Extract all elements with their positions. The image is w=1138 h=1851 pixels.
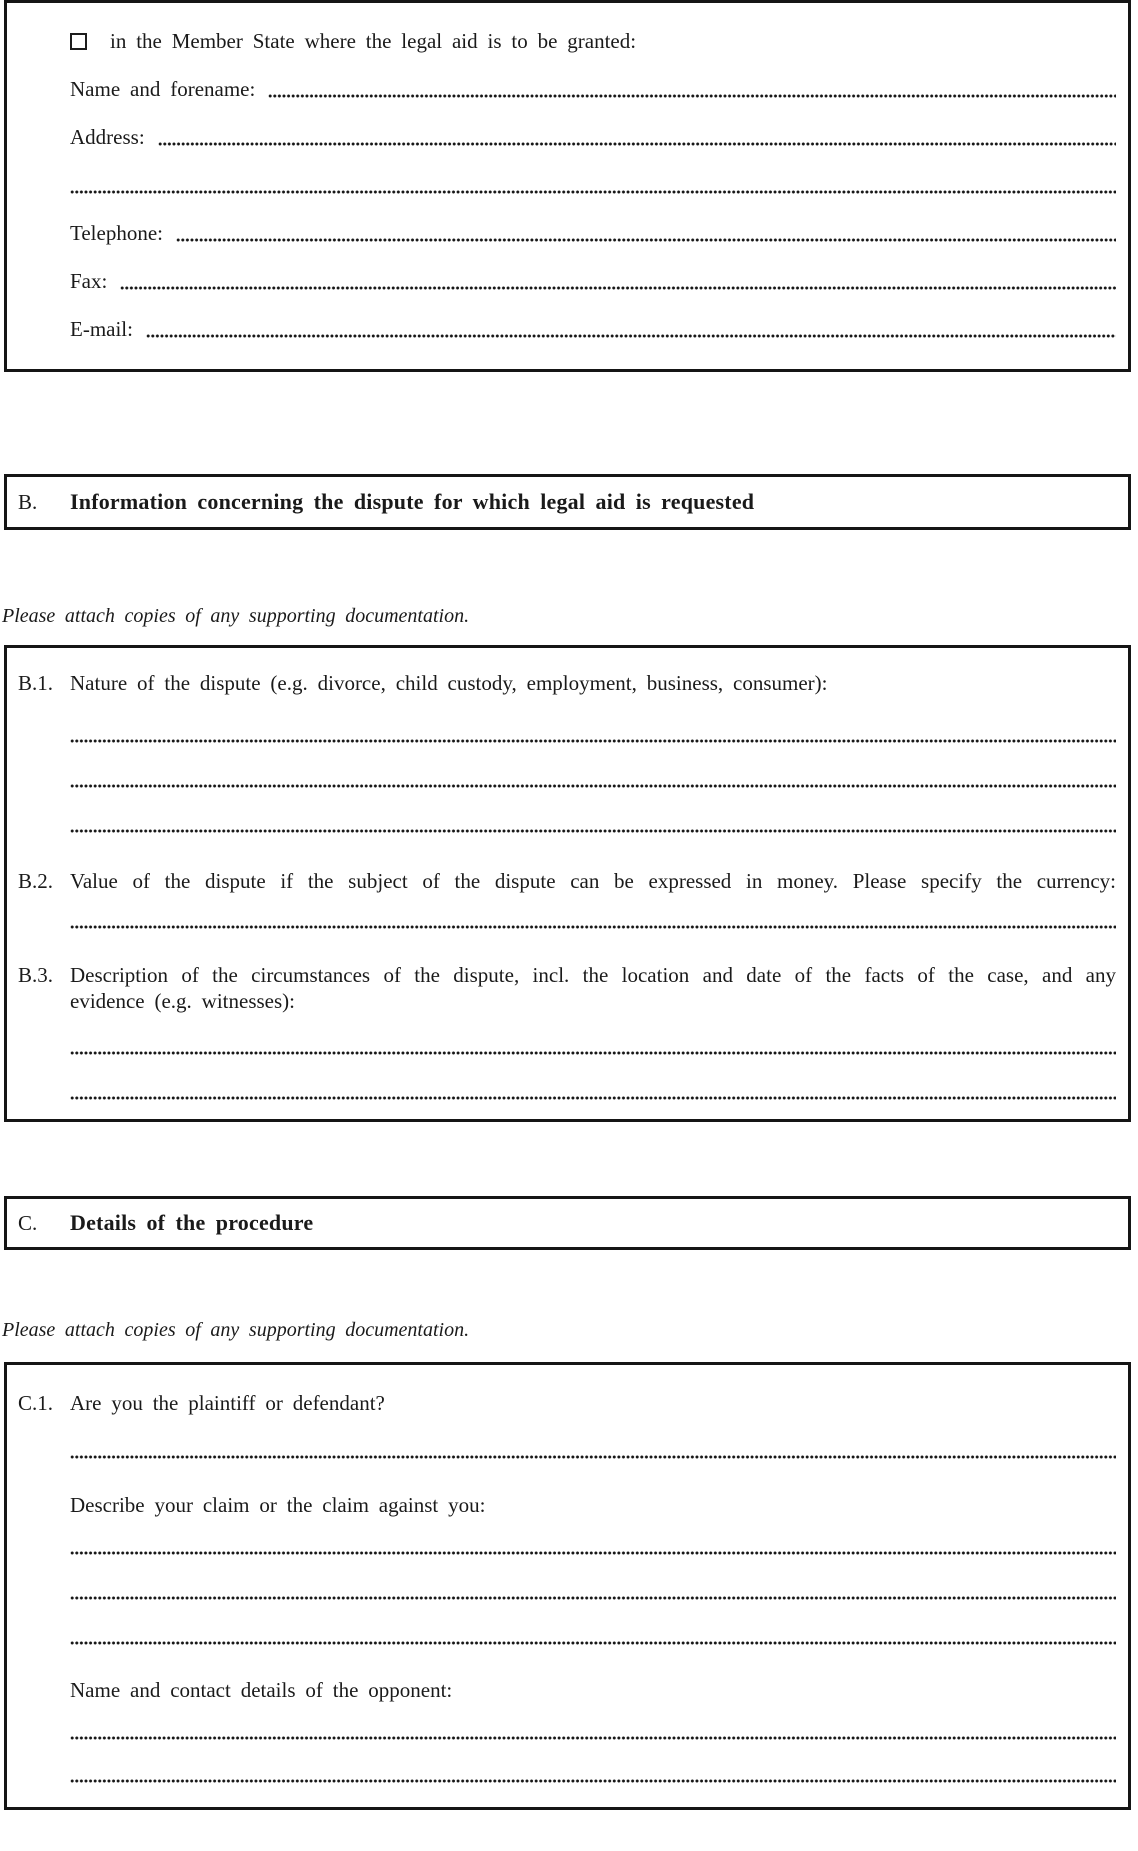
email-field-row [70, 316, 1116, 342]
b3-dotted-line-1 [70, 1050, 1116, 1056]
item-b3 [18, 962, 1116, 1014]
section-c-content-box [4, 1362, 1131, 1810]
member-state-option-label: in the Member State where the legal aid is to be granted: [110, 29, 637, 53]
describe-claim-dotted-line-2 [70, 1595, 1116, 1601]
b3-dotted-line-2 [70, 1095, 1116, 1101]
item-b3-text: Description of the circumstances of the dispute, incl. the location and date of the facts of the case, and any evidence (e.g. witnesses): [70, 963, 1116, 1013]
item-b2-number: B.2. [18, 869, 54, 893]
item-c1 [18, 1390, 1116, 1416]
name-field-label: Name and forename: [70, 77, 256, 101]
address-continuation-row [70, 172, 1116, 198]
section-c-letter: C. [18, 1210, 38, 1235]
describe-claim-label: Describe your claim or the claim against you: [70, 1493, 486, 1517]
b1-dotted-line-2 [70, 783, 1116, 789]
member-state-checkbox[interactable] [70, 33, 87, 50]
item-b2 [18, 868, 1116, 894]
item-c1-number: C.1. [18, 1391, 54, 1415]
opponent-details-label: Name and contact details of the opponent: [70, 1678, 453, 1702]
member-state-option-row [70, 28, 1116, 54]
b1-dotted-line-1 [70, 738, 1116, 744]
c1-dotted-line-1 [70, 1454, 1116, 1460]
name-field-row [70, 76, 1116, 102]
section-b-content-box [4, 645, 1131, 1122]
section-b-header-box [4, 474, 1131, 530]
b2-dotted-line-1 [70, 924, 1116, 930]
fax-field-row [70, 268, 1116, 294]
fax-field-label: Fax: [70, 269, 108, 293]
telephone-field-label: Telephone: [70, 221, 163, 245]
section-b-title: Information concerning the dispute for which legal aid is requested [70, 489, 755, 514]
applicant-details-box [4, 0, 1131, 372]
telephone-field-dotted-line [176, 237, 1116, 243]
email-field-label: E-mail: [70, 317, 133, 341]
section-b-letter: B. [18, 489, 38, 514]
item-b1 [18, 670, 1116, 696]
address-field-row [70, 124, 1116, 150]
address-field-dotted-line [158, 141, 1116, 147]
address-continuation-dotted-line [70, 189, 1116, 195]
item-c1-text: Are you the plaintiff or defendant? [70, 1391, 385, 1415]
item-b2-text: Value of the dispute if the subject of the dispute can be expressed in money. Please specify the currency: [70, 869, 1116, 893]
section-b-note: Please attach copies of any supporting documentation. [2, 605, 470, 627]
b1-dotted-line-3 [70, 828, 1116, 834]
item-b1-number: B.1. [18, 671, 54, 695]
section-c-note: Please attach copies of any supporting documentation. [2, 1319, 470, 1341]
fax-field-dotted-line [120, 285, 1116, 291]
section-c-title: Details of the procedure [70, 1210, 314, 1235]
describe-claim-dotted-line-3 [70, 1640, 1116, 1646]
name-field-dotted-line [268, 93, 1116, 99]
section-c-header-box [4, 1196, 1131, 1250]
opponent-dotted-line-1 [70, 1735, 1116, 1741]
email-field-dotted-line [146, 333, 1116, 339]
address-field-label: Address: [70, 125, 145, 149]
item-b3-number: B.3. [18, 963, 54, 987]
item-b1-text: Nature of the dispute (e.g. divorce, child custody, employment, business, consumer): [70, 671, 828, 695]
opponent-dotted-line-2 [70, 1778, 1116, 1784]
describe-claim-dotted-line-1 [70, 1550, 1116, 1556]
telephone-field-row [70, 220, 1116, 246]
